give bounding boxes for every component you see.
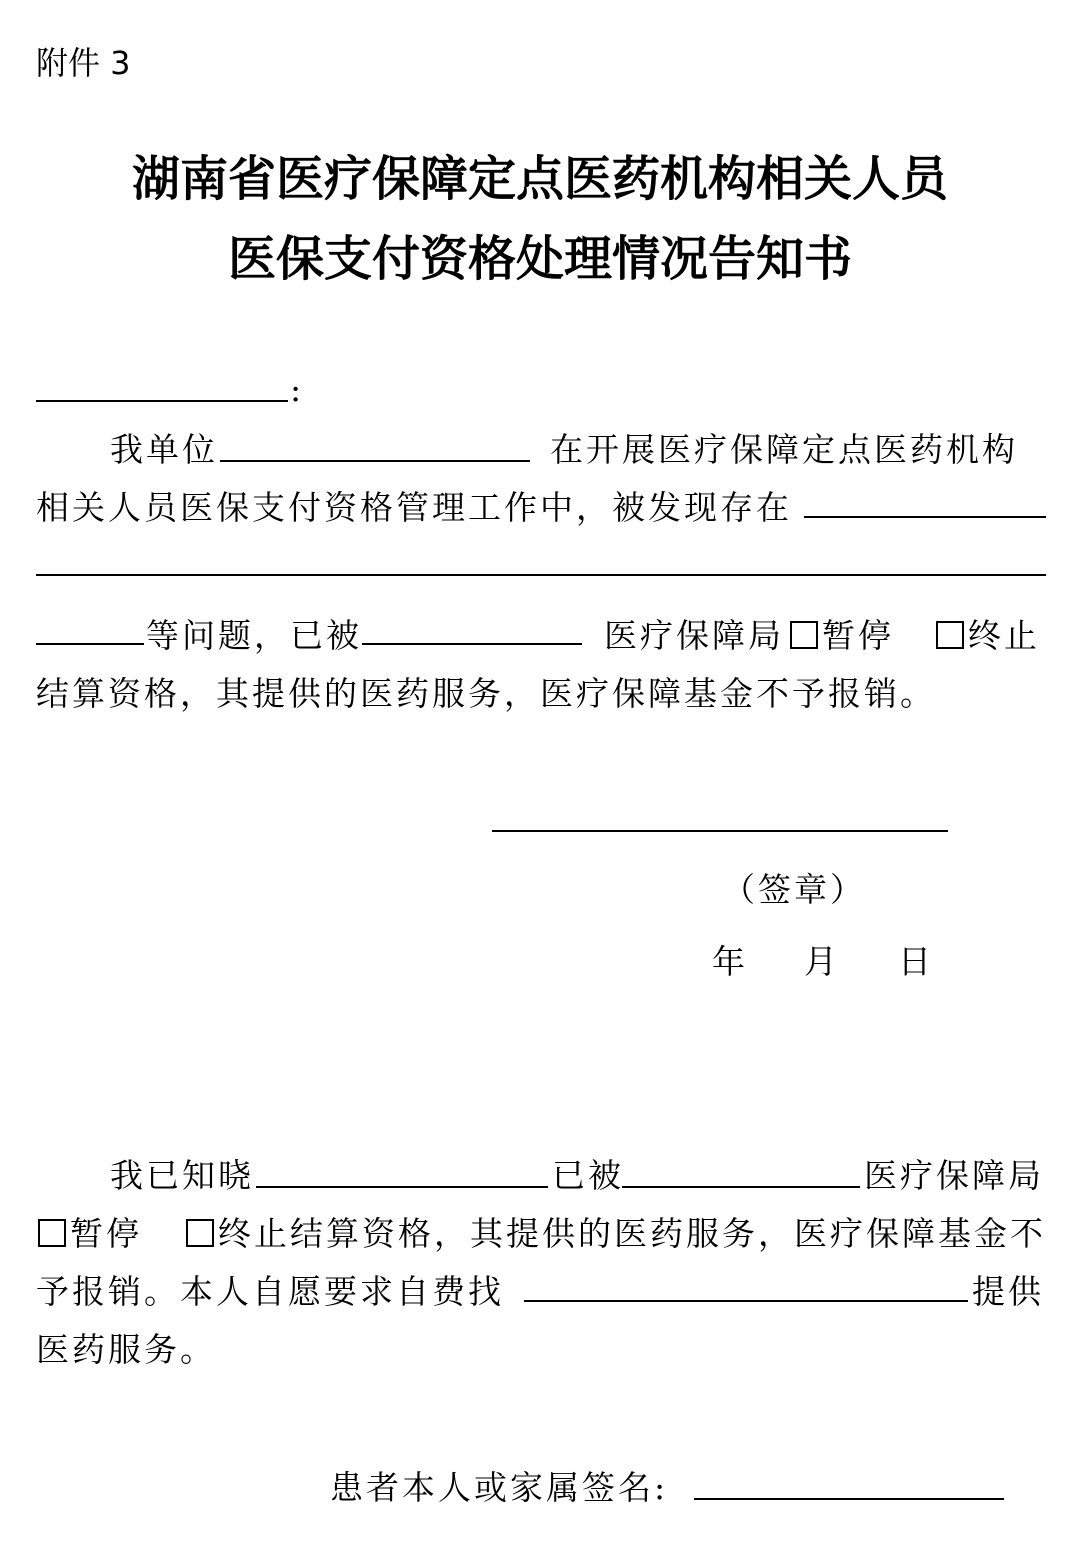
- ack-line4: 医药服务。: [36, 1330, 216, 1369]
- issue-blank-2[interactable]: [36, 574, 1046, 576]
- notice-p1-mid: 在开展医疗保障定点医药机构: [550, 430, 1018, 469]
- option-terminate-label: 终止: [968, 616, 1040, 655]
- ack-option-suspend-label: 暂停: [70, 1214, 142, 1253]
- seal-blank[interactable]: [492, 830, 948, 832]
- ack-line2[interactable]: [186, 1208, 1046, 1255]
- provider-blank[interactable]: [524, 1300, 968, 1302]
- ack-bureau: 医疗保障局: [864, 1156, 1044, 1195]
- bureau-blank[interactable]: [362, 643, 582, 645]
- ack-line3-suffix: 提供: [972, 1272, 1044, 1311]
- ack-bureau-region-blank[interactable]: [256, 1186, 548, 1188]
- addressee-colon: :: [290, 370, 305, 409]
- ack-option-suspend[interactable]: [38, 1208, 142, 1255]
- date-day: 日: [898, 942, 934, 981]
- date-month: 月: [804, 942, 840, 981]
- checkbox-terminate[interactable]: [936, 621, 964, 649]
- issue-blank-1[interactable]: [804, 516, 1046, 518]
- issue-blank-3[interactable]: [36, 643, 144, 645]
- unit-name-blank[interactable]: [220, 460, 530, 462]
- option-suspend[interactable]: [790, 610, 894, 657]
- document-title-line2: 医保支付资格处理情况告知书: [227, 231, 852, 287]
- signature-label: 患者本人或家属签名:: [330, 1468, 669, 1507]
- addressee-blank[interactable]: [36, 400, 288, 402]
- option-suspend-label: 暂停: [822, 616, 894, 655]
- seal-label: （签章）: [722, 870, 866, 909]
- notice-p2-bureau: 医疗保障局: [604, 616, 784, 655]
- attachment-label: 附件 3: [36, 44, 131, 82]
- checkbox-suspend[interactable]: [790, 621, 818, 649]
- option-terminate[interactable]: [936, 610, 1040, 657]
- ack-line3-prefix: 予报销。本人自愿要求自费找: [36, 1272, 504, 1311]
- signature-blank[interactable]: [694, 1498, 1004, 1500]
- ack-bureau-blank[interactable]: [622, 1186, 860, 1188]
- notice-p2-issues: 等问题，已被: [146, 616, 362, 655]
- ack-checkbox-suspend[interactable]: [38, 1219, 66, 1247]
- ack-prefix: 我已知晓: [110, 1156, 254, 1195]
- ack-checkbox-terminate[interactable]: [186, 1219, 214, 1247]
- ack-by: 已被: [552, 1156, 624, 1195]
- notice-p1-line2: 相关人员医保支付资格管理工作中，被发现存在: [36, 488, 792, 527]
- notice-p1-prefix: 我单位: [110, 430, 218, 469]
- document-title-line1: 湖南省医疗保障定点医药机构相关人员: [131, 151, 948, 207]
- notice-p2-line2: 结算资格，其提供的医药服务，医疗保障基金不予报销。: [36, 674, 936, 713]
- ack-line2-text: 终止结算资格，其提供的医药服务，医疗保障基金不: [218, 1214, 1046, 1253]
- date-year: 年: [712, 942, 748, 981]
